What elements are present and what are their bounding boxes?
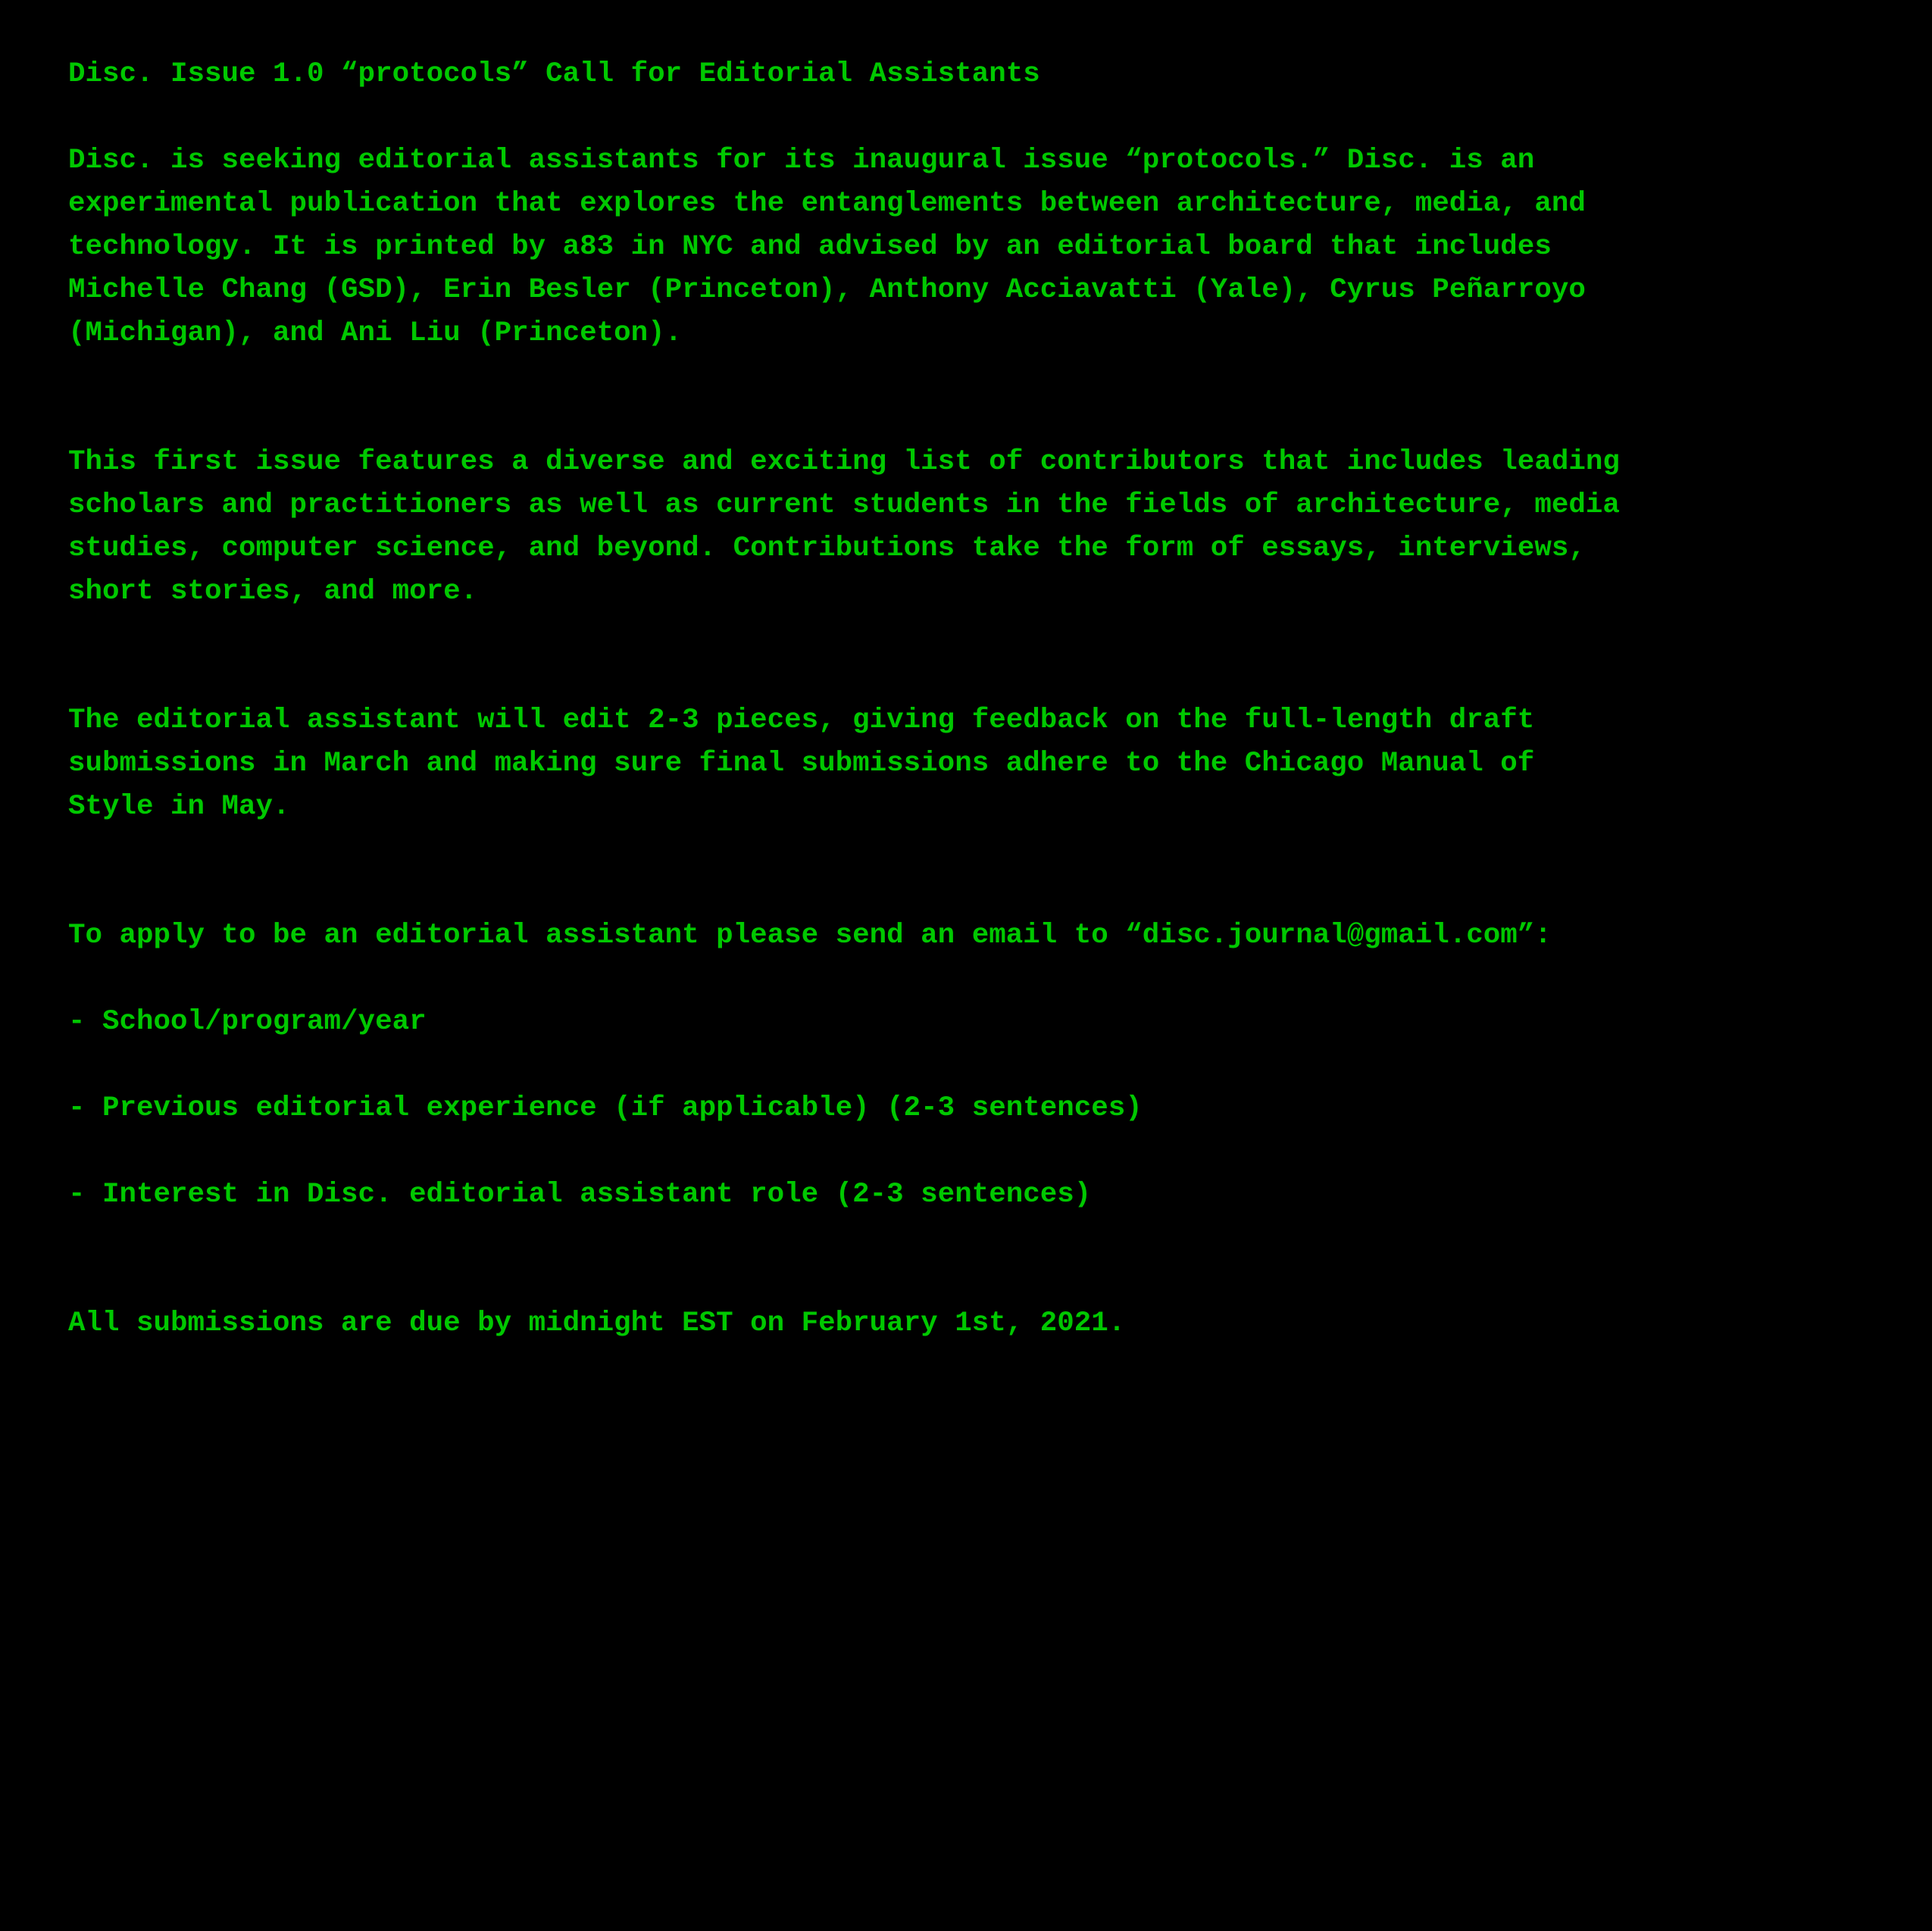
- requirement-item-experience: - Previous editorial experience (if applicable) (2-3 sentences): [68, 1092, 1143, 1124]
- contributors-paragraph: This first issue features a diverse and exciting list of contributors that includes leading scholars and practitioners as well as current students in the fields of architecture, media studies, computer science, and beyond. Contributions take the form of essays, interviews, short stories, and more.: [68, 446, 1620, 608]
- spacer: [68, 829, 1902, 914]
- requirement-item-interest: - Interest in Disc. editorial assistant role (2-3 sentences): [68, 1179, 1092, 1211]
- spacer: [68, 1217, 1902, 1302]
- spacer: [68, 96, 1902, 139]
- intro-paragraph: Disc. is seeking editorial assistants for its inaugural issue “protocols.” Disc. is an experimental publication that explores the entanglements between architecture, media, and technology. It is printed by a83 in NYC and advised by an editorial board that includes Michelle Chang (GSD), Erin Besler (Princeton), Anthony Acciavatti (Yale), Cyrus Peñarroyo (Michigan), and Ani Liu (Princeton).: [68, 145, 1586, 349]
- spacer: [68, 614, 1902, 699]
- spacer: [68, 355, 1902, 441]
- document-title: Disc. Issue 1.0 “protocols” Call for Editorial Assistants: [68, 58, 1040, 90]
- deadline-text: All submissions are due by midnight EST on February 1st, 2021.: [68, 1308, 1126, 1339]
- document-page: [68, 53, 1902, 1345]
- requirements-list: [68, 1001, 1902, 1217]
- role-paragraph: The editorial assistant will edit 2-3 pieces, giving feedback on the full-length draft submissions in March and making sure final submissions adhere to the Chicago Manual of Style in May.: [68, 705, 1535, 823]
- requirement-item-school: - School/program/year: [68, 1006, 427, 1038]
- spacer: [68, 958, 1902, 1001]
- apply-instructions: To apply to be an editorial assistant please send an email to “disc.journal@gmail.com”:: [68, 920, 1552, 951]
